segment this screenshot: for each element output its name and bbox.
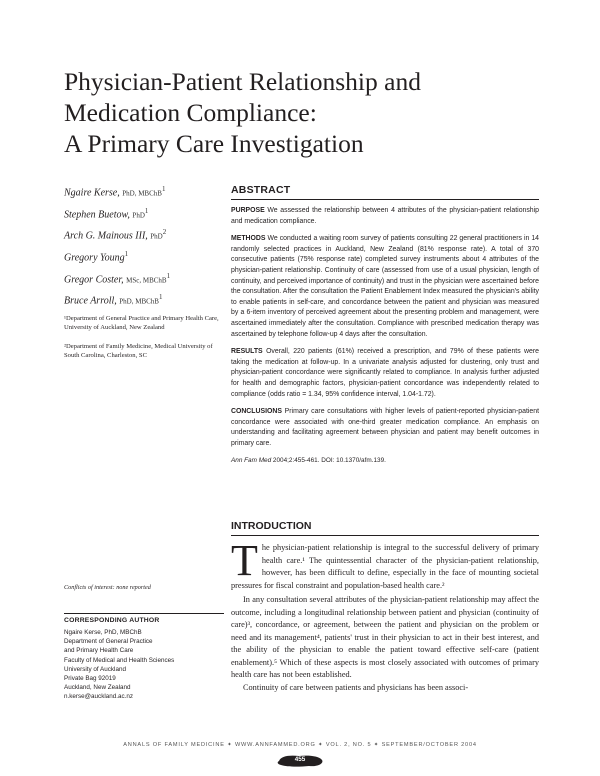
abstract-purpose: PURPOSE We assessed the relationship between 4 attributes of the physician-patient relationship and medication compliance. <box>231 207 539 225</box>
author-list <box>64 181 224 360</box>
abstract-results: RESULTS Overall, 220 patients (61%) received a prescription, and 79% of these patients were taking the medication at follow-up. In a univariate analysis adjusted for clustering, only trust and physician-patient concordance were significantly related to compliance. In analysis further adjusted for health and demographic factors, physician-patient concordance was independently related to compliance (odds ratio = 1.34, 95% confidence interval, 1.04-1.72). <box>231 348 539 398</box>
email-link[interactable]: n.kerse@auckland.ac.nz <box>64 693 134 701</box>
address-line: Department of General Practice <box>64 638 153 646</box>
abstract-conclusions: CONCLUSIONS Primary care consultations with higher levels of patient-reported physician-patient concordance were associated with one-third greater medication compliance. An emphasis on understanding and facilitating agreement between physician and patient may benefit outcomes in primary care. <box>231 408 539 447</box>
title-line: Medication Compliance: <box>64 98 317 127</box>
address-line: and Primary Health Care <box>64 647 134 655</box>
title-line: A Primary Care Investigation <box>64 129 364 158</box>
corresponding-heading: CORRESPONDING AUTHOR <box>64 613 224 624</box>
author: Ngaire Kerse, PhD, MBChB$^1$ <box>64 185 166 199</box>
article-title <box>64 66 534 159</box>
journal-footer: ANNALS OF FAMILY MEDICINE ✦ WWW.ANNFAMMED.ORG ✦ VOL. 2, NO. 5 ✦ SEPTEMBER/OCTOBER 2004 <box>123 742 477 748</box>
intro-paragraph: In any consultation several attributes of the physician-patient relationship may affect the outcome, including a longitudinal relationship between patient and physician (continuity of care)³, concordance, or agreement, between the patient and physician on the problem or need and its management⁴, patients' trust in their physician to act in their best interest, and the ability of the physician to enable the patient toward effective self-care (patient enablement).⁵ Which of these aspects is most closely associated with outcomes of primary health care has not been established. <box>231 595 539 679</box>
intro-paragraph: The physician-patient relationship is integral to the successful delivery of primary health care.¹ The quintessential character of the physician-patient relationship, however, has been difficult to define, especially in the face of mounting societal pressures for fiscal constraint and population-based health care.² <box>231 536 539 590</box>
citation: Ann Fam Med 2004;2:455-461. DOI: 10.1370/afm.139. <box>231 457 386 465</box>
affiliation: ²Department of Family Medicine, Medical University of South Carolina, Charleston, SC <box>64 342 213 359</box>
corresponding-author <box>64 613 224 702</box>
address-line: University of Auckland <box>64 665 126 673</box>
abstract-methods: METHODS We conducted a waiting room survey of patients consulting 22 general practitioners in 14 randomly selected practices in Auckland, New Zealand (81% response rate). A total of 370 consecutive patients (75% response rate) completed survey instruments about 4 attributes of the physician-patient relationship. Continuity of care (assessed from use of a usual physician, length of continuity, and perceived importance of continuity) and trust in the physician were ascertained before the consultation. After the consultation the Patient Enablement Index measured the physician's ability to enable patients in self-care, and concordance between the patient and physician was measured by a 6-item inventory of perceived agreement about the presenting problem and management, were ascertained immediately after the consultation. Compliance with prescribed medication therapy was ascertained by telephone follow-up 4 days after the consultation. <box>231 235 539 338</box>
conflicts-note: Conflicts of interest: none reported <box>64 584 151 591</box>
address-line: Ngaire Kerse, PhD, MBChB <box>64 629 142 636</box>
author: Stephen Buetow, PhD$^1$ <box>64 206 149 220</box>
intro-paragraph: Continuity of care between patients and physicians has been associ- <box>243 682 469 692</box>
abstract-section <box>231 184 539 467</box>
author: Bruce Arroll, PhD, MBChB$^1$ <box>64 293 163 307</box>
introduction-section <box>231 520 539 694</box>
title-line: Physician-Patient Relationship and <box>64 67 421 96</box>
introduction-heading: INTRODUCTION <box>231 520 539 536</box>
drop-cap: T <box>231 536 258 585</box>
affiliation: ¹Department of General Practice and Primary Health Care, University of Auckland, New Zealand <box>64 314 219 332</box>
corresponding-address <box>64 628 224 702</box>
author: Gregory Young$^1$ <box>64 249 129 264</box>
address-line: Private Bag 92019 <box>64 675 116 683</box>
author: Gregor Coster, MSc, MBChB$^1$ <box>64 271 171 285</box>
address-line: Auckland, New Zealand <box>64 684 131 692</box>
author: Arch G. Mainous III, PhD$^2$ <box>64 228 167 242</box>
address-line: Faculty of Medical and Health Sciences <box>64 656 175 664</box>
page-number: 455 <box>294 756 306 763</box>
abstract-heading: ABSTRACT <box>231 184 539 200</box>
